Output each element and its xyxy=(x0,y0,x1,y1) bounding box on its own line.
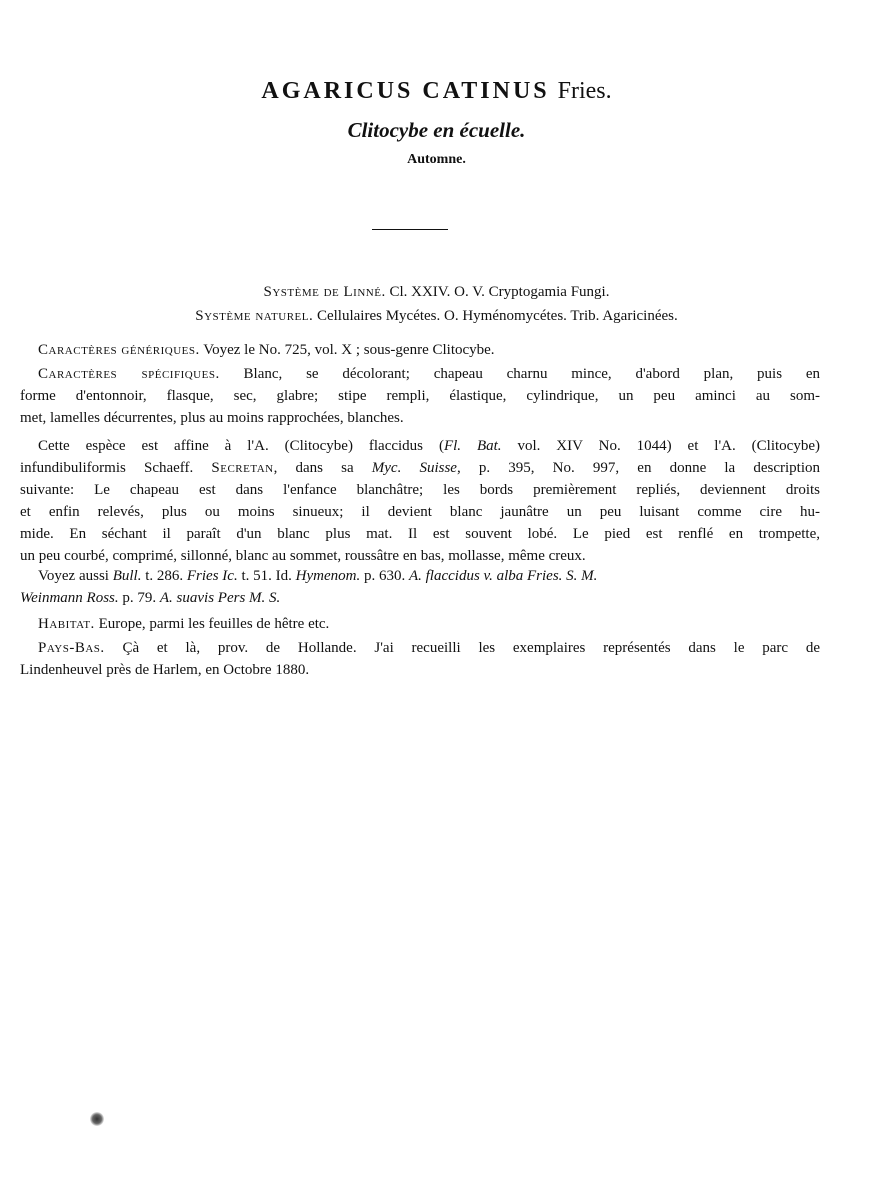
affinity-ref-myc-suisse: Myc. Suisse xyxy=(371,460,457,476)
habitat-text: Europe, parmi les feuilles de hêtre etc. xyxy=(98,616,330,632)
affinity-line-1 xyxy=(38,436,820,456)
habitat-line xyxy=(38,614,329,634)
affinity-text-2a: infundibuliformis Schaeff. xyxy=(20,460,212,476)
ref-suavis: A. suavis Pers M. S. xyxy=(159,590,281,606)
linne-system-line xyxy=(0,282,873,302)
paysbas-line-2: Lindenheuvel près de Harlem, en Octobre 1880. xyxy=(20,662,310,678)
affinity-line-4: et enfin relevés, plus ou moins sinueux; il devient blanc jaunâtre un peu luisant comme cire hu- xyxy=(20,504,820,520)
natural-system-line xyxy=(0,306,873,326)
ref-text-2b: p. 79. xyxy=(118,590,160,606)
ref-fries-ic: Fries Ic. xyxy=(186,568,238,584)
ref-weinmann: Weinmann Ross. xyxy=(20,590,119,606)
specific-text-1: Blanc, se décolorant; chapeau charnu mince, d'abord plan, puis en xyxy=(243,366,821,382)
ink-smudge xyxy=(90,1112,104,1126)
specific-line-1 xyxy=(38,364,820,384)
affinity-text-2c: , dans sa xyxy=(273,460,372,476)
affinity-ref-flbat: Fl. Bat. xyxy=(443,438,502,454)
naturel-label: Système naturel. xyxy=(195,308,314,324)
specific-line-2: forme d'entonnoir, flasque, sec, glabre; stipe rempli, élastique, cylindrique, un peu aminci au som- xyxy=(20,388,820,404)
habitat-label: Habitat. xyxy=(38,616,95,632)
specific-label: Caractères spécifiques. xyxy=(38,366,220,382)
ref-bull: Bull. xyxy=(112,568,142,584)
ref-flaccidus: A. flaccidus v. alba Fries. S. M. xyxy=(408,568,598,584)
paysbas-line-1 xyxy=(38,638,820,658)
ref-text-1g: p. 630. xyxy=(360,568,409,584)
affinity-line-2 xyxy=(20,458,820,478)
specific-line-3: met, lamelles décurrentes, plus au moins rapprochées, blanches. xyxy=(20,410,404,426)
title-divider xyxy=(372,229,448,230)
generic-characters-line xyxy=(38,340,495,360)
affinity-text-1c: vol. XIV No. 1044) et l'A. (Clitocybe) xyxy=(501,438,820,454)
ref-hymenom: Hymenom. xyxy=(295,568,361,584)
paysbas-text-1: Çà et là, prov. de Hollande. J'ai recueilli les exemplaires représentés dans le parc de xyxy=(122,640,821,656)
ref-text-1c: t. 286. xyxy=(141,568,187,584)
linne-label: Système de Linné. xyxy=(263,284,386,300)
common-name: Clitocybe en écuelle. xyxy=(347,118,526,142)
references-line-2 xyxy=(20,588,280,608)
naturel-text: Cellulaires Mycétes. O. Hyménomycétes. Trib. Agaricinées. xyxy=(316,308,678,324)
affinity-text-1a: Cette espèce est affine à l'A. (Clitocybe) flaccidus ( xyxy=(38,438,444,454)
species-title xyxy=(0,78,873,105)
affinity-author-secretan: Secretan xyxy=(211,460,274,476)
season: Automne. xyxy=(407,152,466,167)
ref-text-1e: t. 51. Id. xyxy=(237,568,296,584)
ref-text-1a: Voyez aussi xyxy=(38,568,113,584)
generic-label: Caractères génériques. xyxy=(38,342,200,358)
linne-text: Cl. XXIV. O. V. Cryptogamia Fungi. xyxy=(389,284,610,300)
generic-text: Voyez le No. 725, vol. X ; sous-genre Clitocybe. xyxy=(203,342,495,358)
paysbas-label: Pays-Bas. xyxy=(38,640,105,656)
species-author: Fries. xyxy=(557,78,612,104)
affinity-line-6: un peu courbé, comprimé, sillonné, blanc au sommet, roussâtre en bas, mollasse, même creux. xyxy=(20,548,586,564)
affinity-line-3: suivante: Le chapeau est dans l'enfance blanchâtre; les bords premièrement repliés, deviennent droits xyxy=(20,482,820,498)
affinity-line-5: mide. En séchant il paraît d'un blanc plus mat. Il est souvent lobé. Le pied est renflé en trompette, xyxy=(20,526,820,542)
references-line-1 xyxy=(38,566,597,586)
affinity-text-2e: , p. 395, No. 997, en donne la description xyxy=(456,460,821,476)
species-name: AGARICUS CATINUS xyxy=(261,78,550,104)
